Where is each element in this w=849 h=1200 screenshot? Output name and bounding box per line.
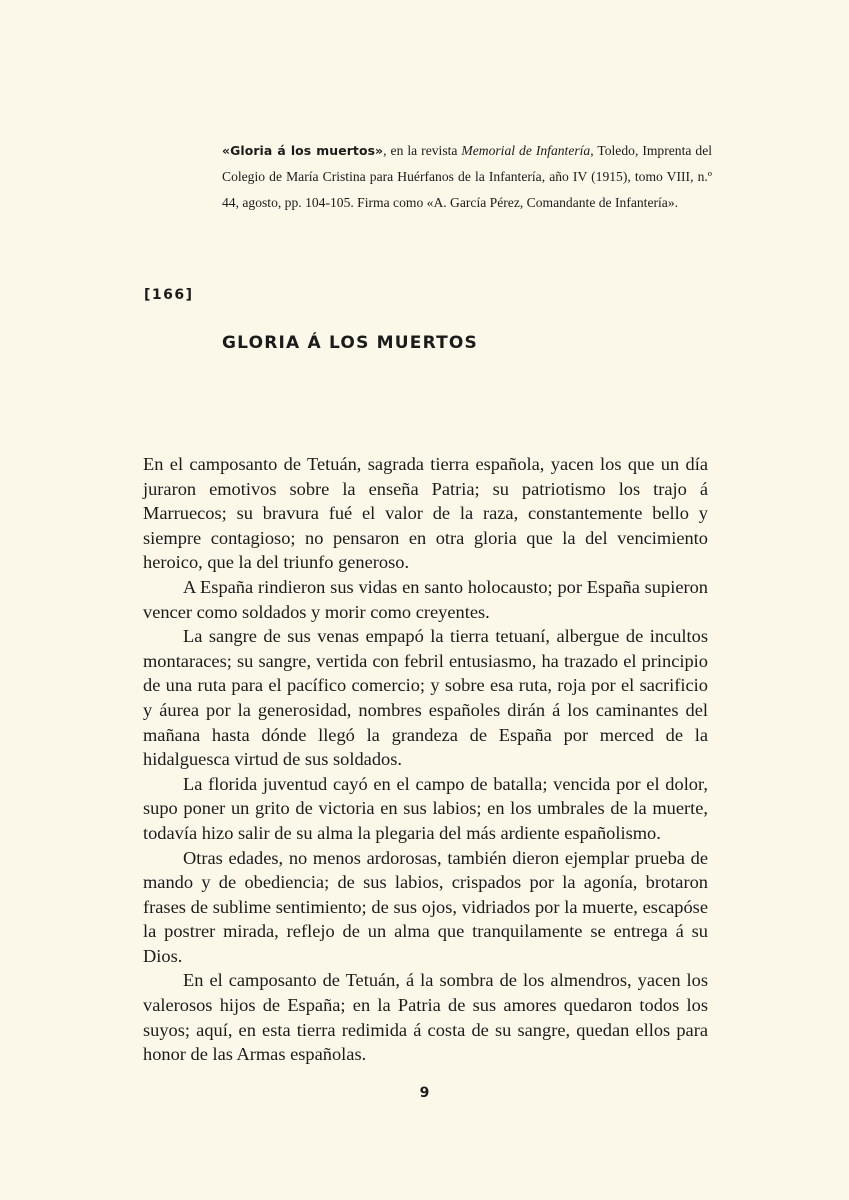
page-number: 9 <box>419 1085 430 1101</box>
paragraph: Otras edades, no menos ardorosas, también dieron ejemplar prueba de mando y de obediencia; de sus labios, crispados por la agonía, brotaron frases de sublime sentimiento; de sus ojos, vidriados por la muerte, escapóse la postrer mirada, reflejo de un alma que tranquilamente se entrega á su Dios. <box>143 847 708 966</box>
source-note-journal: Memorial de Infantería <box>461 143 591 158</box>
document-title: GLORIA Á LOS MUERTOS <box>222 333 478 353</box>
body-text <box>143 452 708 1067</box>
paragraph: A España rindieron sus vidas en santo holocausto; por España supieron vencer como soldados y morir como creyentes. <box>143 576 708 622</box>
paragraph: En el camposanto de Tetuán, á la sombra de los almendros, yacen los valerosos hijos de España; en la Patria de sus amores quedaron todos los suyos; aquí, en esta tierra redimida á costa de su sangre, quedan ellos para honor de las Armas españolas. <box>143 970 708 1065</box>
paragraph: La sangre de sus venas empapó la tierra tetuaní, albergue de incultos montaraces; su sangre, vertida con febril entusiasmo, ha trazado el principio de una ruta para el pacífico comercio; y sobre esa ruta, roja por el sacrificio y áurea por la generosidad, nombres españoles dirán á los caminantes del mañana hasta dónde llegó la grandeza de España por merced de la hidalguesca virtud de sus soldados. <box>143 626 708 770</box>
paragraph: En el camposanto de Tetuán, sagrada tierra española, yacen los que un día juraron emotivos sobre la enseña Patria; su patriotismo los trajo á Marruecos; su bravura fué el valor de la raza, constantemente bello y siempre contagioso; no pensaron en otra gloria que la del vencimiento heroico, que la del triunfo generoso. <box>143 454 708 573</box>
source-note <box>222 138 712 216</box>
source-note-text-2: , Toledo, Imprenta del Colegio de María Cristina para Huérfanos de la Infantería, año IV (1915), tomo VIII, n.º 44, agosto, pp. 104-105. Firma como «A. García Pérez, Comandante de Infantería». <box>222 143 713 210</box>
source-note-text-1: , en la revista <box>383 143 462 158</box>
source-note-title: «Gloria á los muertos» <box>222 143 384 158</box>
document-number: [166] <box>144 287 194 303</box>
paragraph: La florida juventud cayó en el campo de batalla; vencida por el dolor, supo poner un grito de victoria en sus labios; en los umbrales de la muerte, todavía hizo salir de su alma la plegaria del más ardiente españolismo. <box>143 773 708 843</box>
